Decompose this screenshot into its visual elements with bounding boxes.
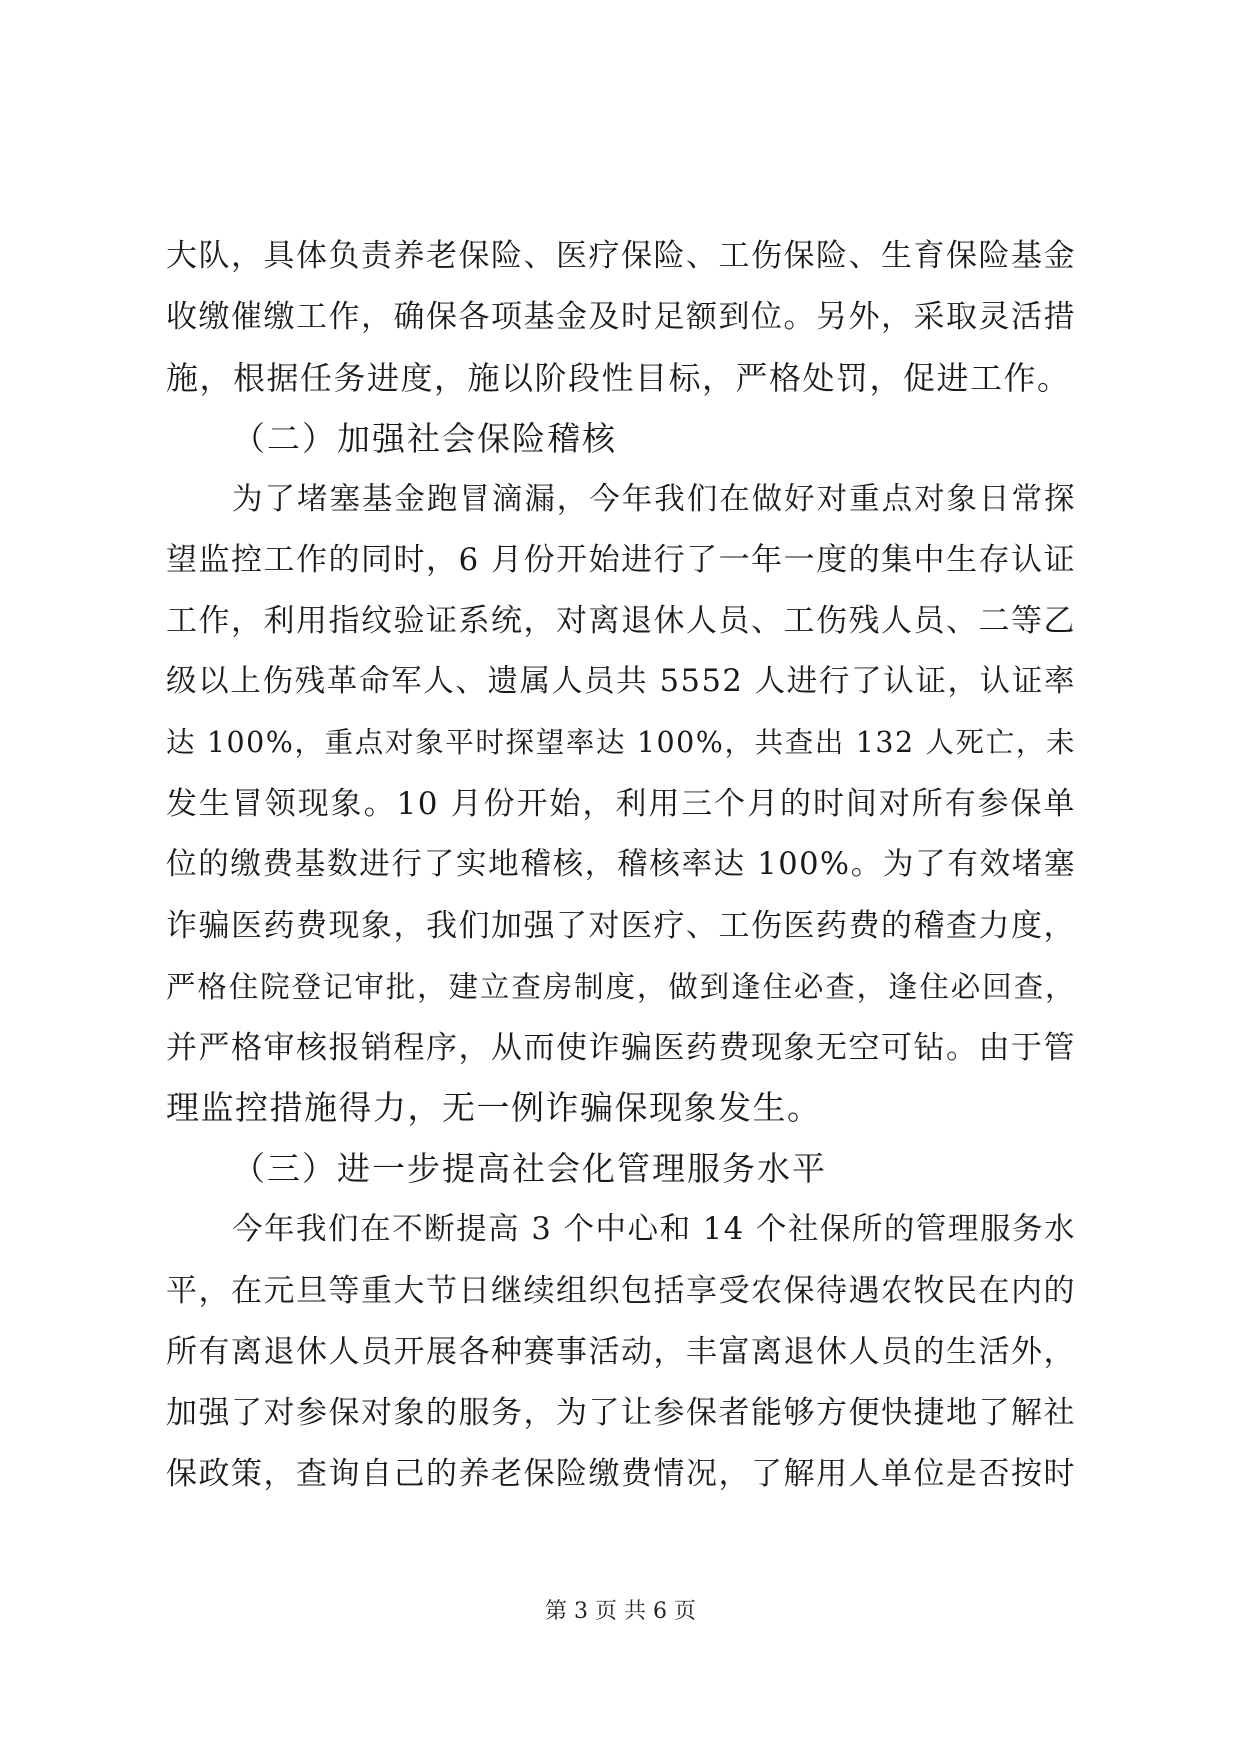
text-line-20: 加强了对参保对象的服务，为了让参保者能够方便快捷地了解社 bbox=[166, 1394, 1076, 1431]
section-heading-2: （二）加强社会保险稽核 bbox=[232, 418, 617, 458]
text-line-17: 今年我们在不断提高 3 个中心和 14 个社保所的管理服务水 bbox=[232, 1212, 1076, 1248]
page-number-label: 第 3 页 共 6 页 bbox=[545, 1599, 696, 1624]
text-line-21: 保政策，查询自己的养老保险缴费情况，了解用人单位是否按时 bbox=[166, 1455, 1076, 1492]
text-line-14: 并严格审核报销程序，从而使诈骗医药费现象无空可钻。由于管 bbox=[166, 1029, 1076, 1066]
text-line-12: 诈骗医药费现象，我们加强了对医疗、工伤医药费的稽查力度， bbox=[166, 907, 1076, 944]
text-line-11: 位的缴费基数进行了实地稽核，稽核率达 100%。为了有效堵塞 bbox=[166, 846, 1076, 882]
section-heading-3: （三）进一步提高社会化管理服务水平 bbox=[232, 1149, 827, 1189]
text-line-18: 平，在元旦等重大节日继续组织包括享受农保待遇农牧民在内的 bbox=[166, 1273, 1076, 1310]
text-line-3: 施，根据任务进度，施以阶段性目标，严格处罚，促进工作。 bbox=[166, 358, 1071, 397]
text-line-9: 达 100%，重点对象平时探望率达 100%，共查出 132 人死亡，未 bbox=[166, 726, 1076, 760]
text-line-19: 所有离退休人员开展各种赛事活动，丰富离退休人员的生活外， bbox=[166, 1334, 1076, 1371]
text-line-6: 望监控工作的同时，6 月份开始进行了一年一度的集中生存认证 bbox=[166, 542, 1077, 579]
text-line-5: 为了堵塞基金跑冒滴漏，今年我们在做好对重点对象日常探 bbox=[232, 481, 1076, 517]
text-line-2: 收缴催缴工作，确保各项基金及时足额到位。另外，采取灵活措 bbox=[166, 298, 1076, 335]
text-line-1: 大队，具体负责养老保险、医疗保险、工伤保险、生育保险基金 bbox=[166, 238, 1076, 274]
page-footer bbox=[0, 1597, 1241, 1627]
text-line-13: 严格住院登记审批，建立查房制度，做到逢住必查，逢住必回查， bbox=[166, 969, 1076, 1004]
text-line-7: 工作，利用指纹验证系统，对离退休人员、工伤残人员、二等乙 bbox=[166, 603, 1076, 640]
text-line-10: 发生冒领现象。10 月份开始，利用三个月的时间对所有参保单 bbox=[166, 786, 1076, 823]
text-line-8: 级以上伤残革命军人、遗属人员共 5552 人进行了认证，认证率 bbox=[166, 664, 1076, 700]
text-line-15: 理监控措施得力，无一例诈骗保现象发生。 bbox=[166, 1088, 822, 1128]
body-text bbox=[166, 226, 1076, 1505]
